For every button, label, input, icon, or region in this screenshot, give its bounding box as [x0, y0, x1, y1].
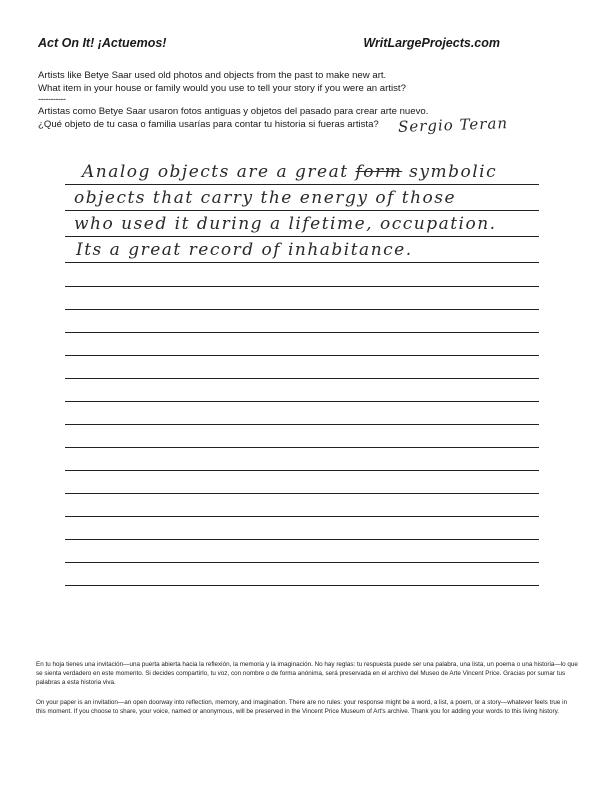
prompt-english-line-1: Artists like Betye Saar used old photos and objects from the past to make new art. — [38, 70, 387, 81]
handwritten-response-line-2: objects that carry the energy of those — [74, 188, 457, 208]
writing-line — [65, 184, 539, 185]
writing-line — [65, 424, 539, 425]
handwritten-response-line-4: Its a great record of inhabitance. — [76, 240, 413, 260]
website-label: WritLargeProjects.com — [363, 36, 500, 50]
writing-line — [65, 539, 539, 540]
handwritten-response-line-1 — [82, 162, 497, 182]
writing-line — [65, 378, 539, 379]
prompt-separator: ----------- — [38, 94, 66, 104]
response-line-1-end: symbolic — [409, 162, 498, 182]
prompt-english-line-2: What item in your house or family would you use to tell your story if you were an artist? — [38, 83, 406, 94]
handwritten-signature: Sergio Teran — [397, 114, 509, 136]
writing-line — [65, 309, 539, 310]
response-struck-word: form — [355, 162, 403, 182]
response-line-1-start: Analog objects are a great — [82, 162, 349, 182]
handwritten-response-line-3: who used it during a lifetime, occupation. — [74, 214, 497, 234]
prompt-spanish-line-2: ¿Qué objeto de tu casa o familia usarías para contar tu historia si fueras artista? — [38, 119, 379, 130]
writing-line — [65, 210, 539, 211]
writing-line — [65, 516, 539, 517]
writing-line — [65, 401, 539, 402]
writing-line — [65, 447, 539, 448]
footer-spanish-text: En tu hoja tienes una invitación—una puerta abierta hacia la reflexión, la memoria y la imaginación. No hay reglas: tu respuesta puede ser una palabra, una lista, un poema o una historia—lo que se sienta verdadero en este momento. Si decides compartirlo, tu voz, con nombre o de forma anónima, será preservada en el archivo del Museo de Arte Vincent Price. Gracias por sumar tus palabras a esta historia viva. — [36, 661, 578, 686]
writing-line — [65, 470, 539, 471]
writing-line — [65, 355, 539, 356]
writing-line — [65, 236, 539, 237]
writing-line — [65, 585, 539, 586]
writing-line — [65, 332, 539, 333]
worksheet-title: Act On It! ¡Actuemos! — [38, 36, 167, 50]
prompt-spanish-line-1: Artistas como Betye Saar usaron fotos antiguas y objetos del pasado para crear arte nuevo. — [38, 106, 429, 117]
writing-line — [65, 262, 539, 263]
footer-english-text: On your paper is an invitation—an open doorway into reflection, memory, and imagination. There are no rules: your response might be a word, a list, a poem, or a story—whatever feels true in this moment. If you choose to share, your voice, named or anonymous, will be preserved in the Vincent Price Museum of Art's archive. Thank you for adding your words to this living history. — [36, 699, 568, 715]
writing-line — [65, 286, 539, 287]
writing-line — [65, 493, 539, 494]
writing-line — [65, 562, 539, 563]
